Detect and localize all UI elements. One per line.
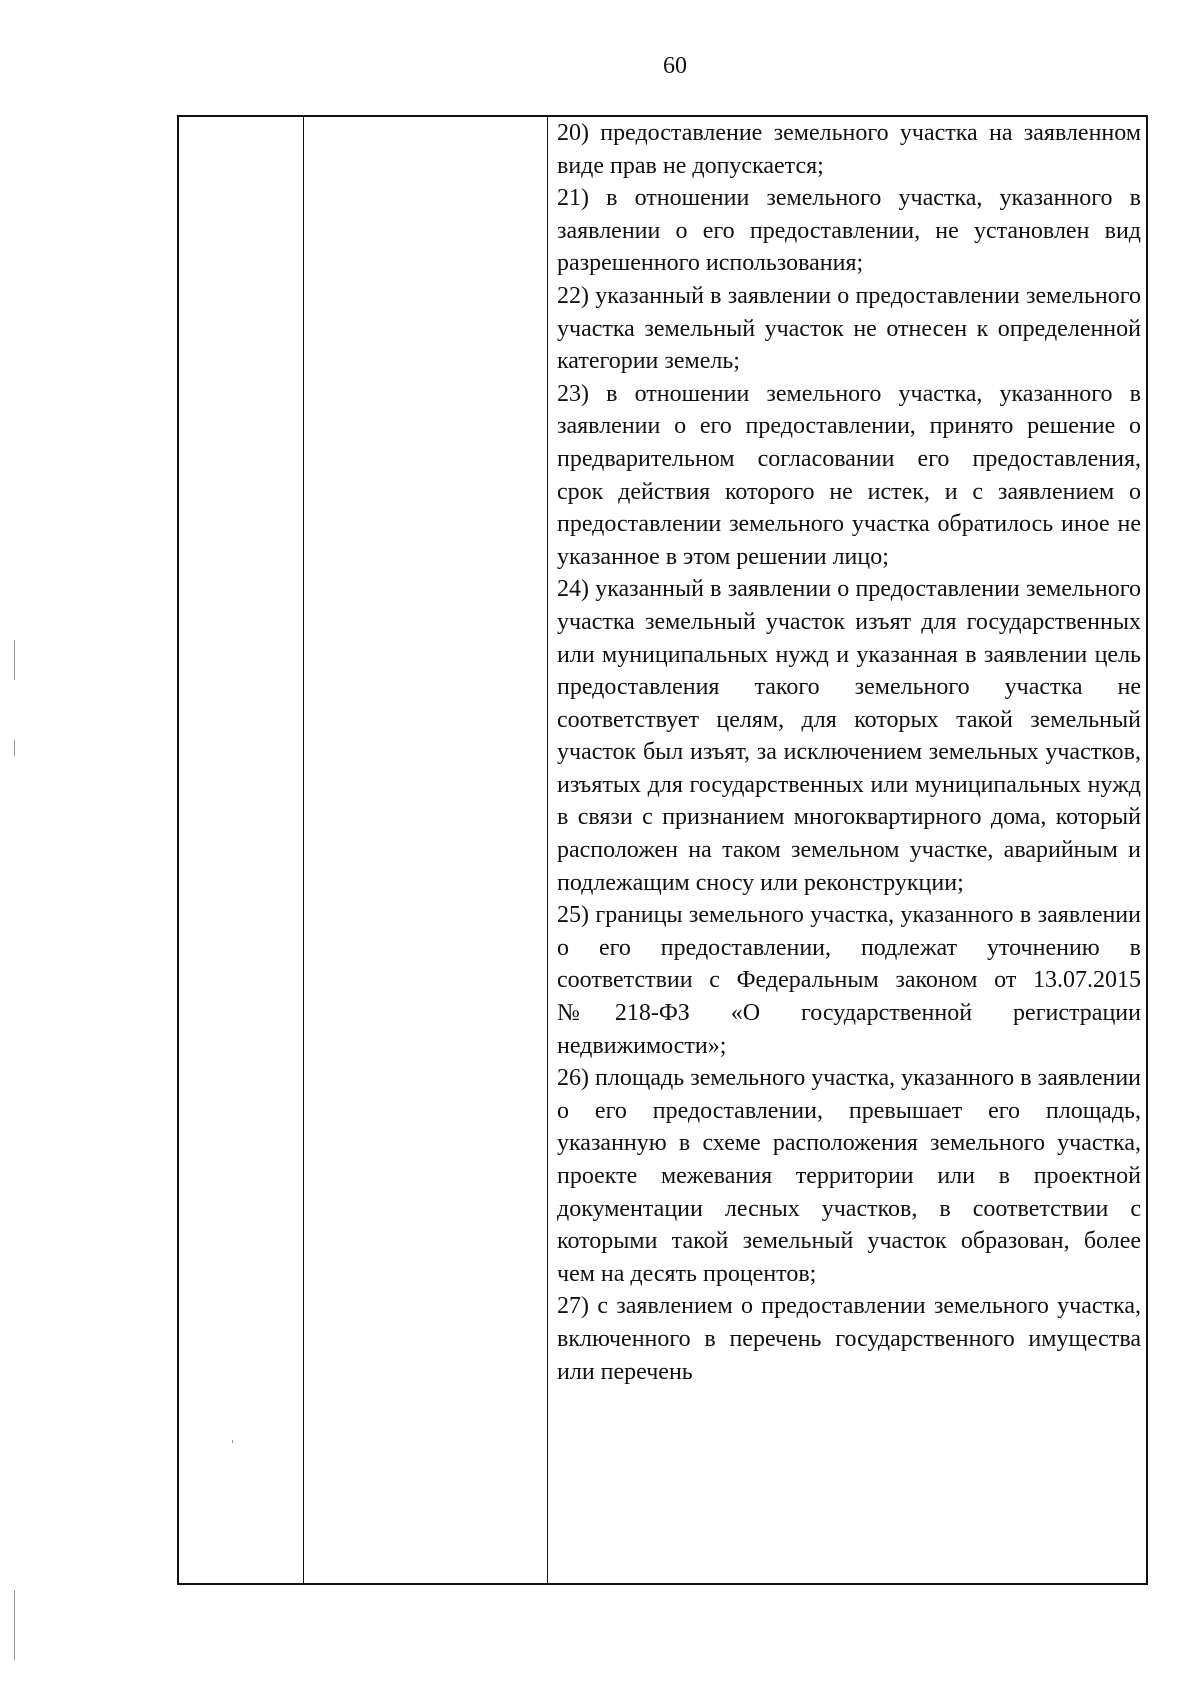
list-item: 27) с заявлением о предоставлении земельного участка, включенного в перечень государственного имущества или перечень xyxy=(557,1293,1141,1385)
list-item: 23) в отношении земельного участка, указанного в заявлении о его предоставлении, принято решение о предварительном согласовании его предоставления, срок действия которого не истек, и с заявлением о предоставлении земельного участка обратилось иное не указанное в этом решении лицо; xyxy=(557,380,1141,570)
page-number: 60 xyxy=(663,53,687,79)
list-item: 25) границы земельного участка, указанного в заявлении о его предоставлении, подлежат уточнению в соответствии с Федеральным законом от 13.07.2015 №218-ФЗ «О государственной регистрации недвижимости»; xyxy=(557,902,1141,1059)
list-item: 26) площадь земельного участка, указанного в заявлении о его предоставлении, превышает его площадь, указанную в схеме расположения земельного участка, проекте межевания территории или в проектной документации лесных участков, в соответствии с которыми такой земельный участок образован, более чем на десять процентов; xyxy=(557,1065,1141,1287)
list-item: 21) в отношении земельного участка, указанного в заявлении о его предоставлении, не установлен вид разрешенного использования; xyxy=(557,185,1141,277)
table-column-divider-2 xyxy=(547,117,548,1583)
scan-artifact xyxy=(14,740,15,756)
table-column-divider-1 xyxy=(303,117,304,1583)
table-cell-text xyxy=(557,117,1141,1583)
list-item: 20) предоставление земельного участка на заявленном виде прав не допускается; xyxy=(557,120,1141,179)
scan-artifact xyxy=(14,640,15,680)
list-item: 24) указанный в заявлении о предоставлении земельного участка земельный участок изъят для государственных или муниципальных нужд и указанная в заявлении цель предоставления такого земельного участка не соответствует целям, для которых такой земельный участок был изъят, за исключением земельных участков, изъятых для государственных или муниципальных нужд в связи с признанием многоквартирного дома, который расположен на таком земельном участке, аварийным и подлежащим сносу или реконструкции; xyxy=(557,576,1141,896)
list-item: 22) указанный в заявлении о предоставлении земельного участка земельный участок не отнесен к определенной категории земель; xyxy=(557,282,1141,375)
scan-artifact xyxy=(232,1440,233,1443)
document-table xyxy=(177,115,1148,1585)
scan-artifact xyxy=(14,1590,15,1660)
